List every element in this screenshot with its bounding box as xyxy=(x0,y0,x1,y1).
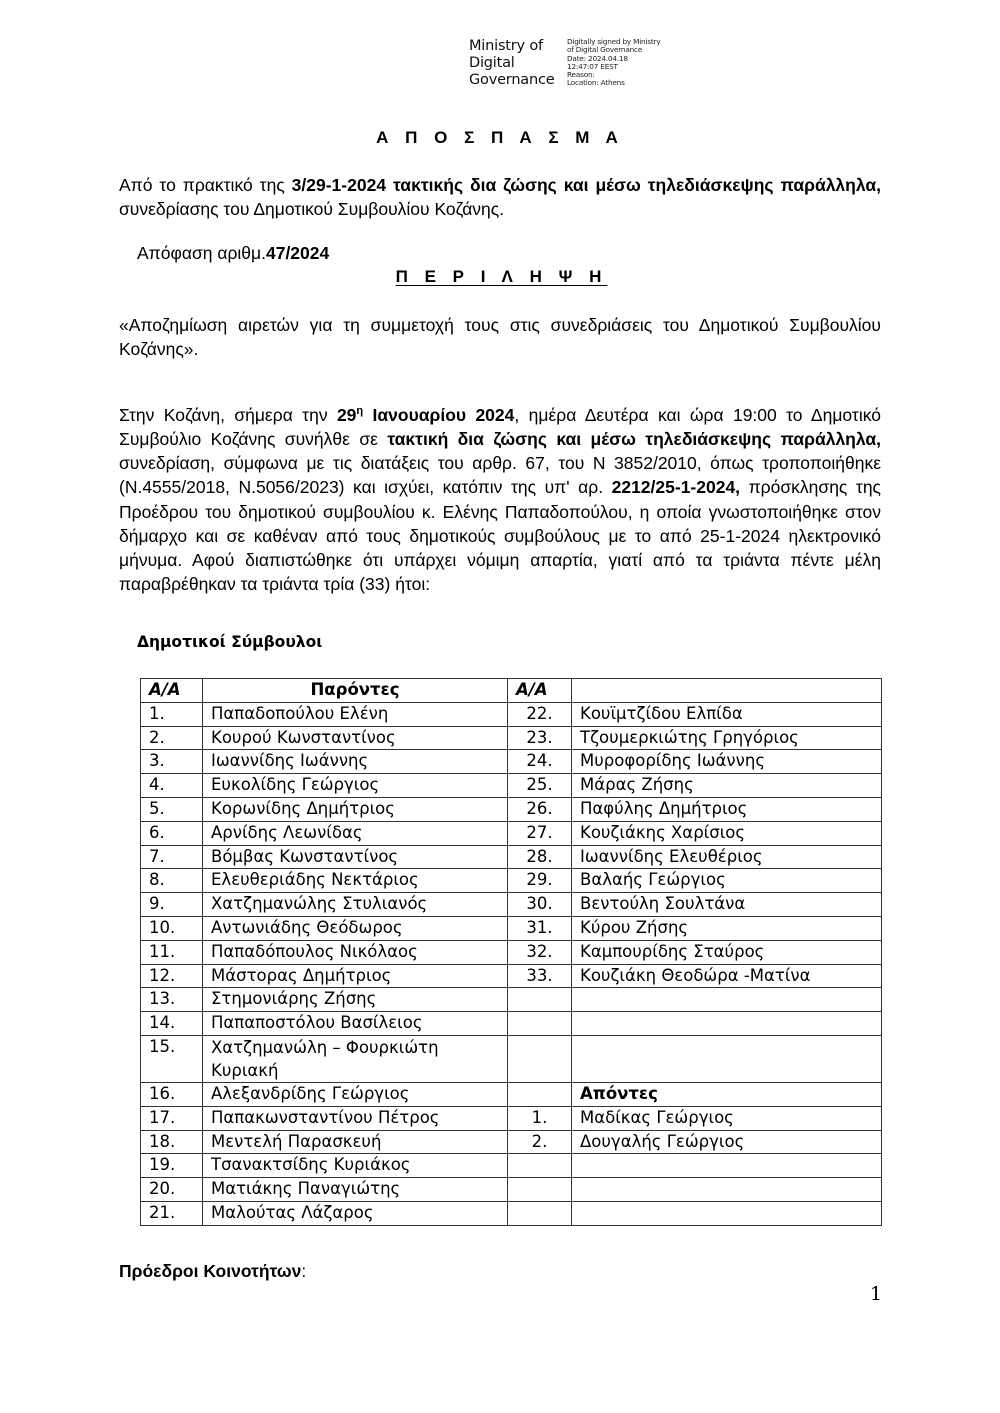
member-name-right: Ιωαννίδης Ελευθέριος xyxy=(572,845,882,869)
community-presidents-heading xyxy=(119,1261,306,1282)
body-text: Στην Κοζάνη, σήμερα την xyxy=(119,404,337,425)
table-row xyxy=(141,916,882,940)
meeting-day-number: 29 xyxy=(336,404,357,425)
member-name-right: Δουγαλής Γεώργιος xyxy=(572,1130,882,1154)
table-row xyxy=(141,1082,882,1106)
member-name-left: Αλεξανδρίδης Γεώργιος xyxy=(203,1082,508,1106)
intro-session-ref: 3/29-1-2024 τακτικής δια ζώσης και μέσω τηλεδιάσκεψης παράλληλα, xyxy=(291,175,881,195)
member-number-left: 8. xyxy=(141,869,203,893)
member-name-right xyxy=(572,988,882,1012)
member-number-right: 26. xyxy=(508,797,572,821)
member-number-right: 30. xyxy=(508,893,572,917)
member-number-left: 21. xyxy=(141,1201,203,1225)
body-text: συνεδρίαση, σύμφωνα με τις διατάξεις του αρθρ. 67, του Ν 3852/2010, όπως τροποποιήθηκε (Ν.4555/2018, Ν.5056/2023) και ισχύει, κατόπιν της υπ' αρ. xyxy=(119,453,881,498)
member-name-right: Βαλαής Γεώργιος xyxy=(572,869,882,893)
member-number-right: 33. xyxy=(508,964,572,988)
header-empty xyxy=(572,679,882,703)
meeting-paragraph xyxy=(119,399,881,596)
member-number-left: 14. xyxy=(141,1012,203,1036)
table-row xyxy=(141,821,882,845)
member-number-left: 3. xyxy=(141,750,203,774)
table-row xyxy=(141,988,882,1012)
member-number-left: 10. xyxy=(141,916,203,940)
body-text: , ημέρα Δευτέρα και ώρα 19:00 το Δημοτικό Συμβούλιο Κοζάνης συνήλθε σε xyxy=(119,404,881,450)
table-row xyxy=(141,1178,882,1202)
table-row xyxy=(141,845,882,869)
table-row xyxy=(141,797,882,821)
member-number-right xyxy=(508,1178,572,1202)
member-name-left: Μεντελή Παρασκευή xyxy=(203,1130,508,1154)
table-row xyxy=(141,1201,882,1225)
member-name-left: Ελευθεριάδης Νεκτάριος xyxy=(203,869,508,893)
member-name-left: Ευκολίδης Γεώργιος xyxy=(203,774,508,798)
member-number-left: 6. xyxy=(141,821,203,845)
signature-details xyxy=(567,38,677,89)
member-name-left: Παπαδοπούλου Ελένη xyxy=(203,702,508,726)
member-number-right xyxy=(508,1201,572,1225)
body-text: πρόσκλησης της Προέδρου του δημοτικού συμβουλίου κ. Ελένης Παπαδοπούλου, η οποία γνωστοποιήθηκε στον δήμαρχο και σε καθέναν από τους δημοτικούς συμβούλους με το από 25-1-2024 ηλεκτρονικό μήνυμα. Αφού διαπιστώθηκε ότι υπάρχει νόμιμη απαρτία, γιατί από τα τριάντα πέντε μέλη παραβρέθηκαν τα τριάντα τρία (33) ήτοι: xyxy=(119,477,881,595)
member-name-left: Παπαποστόλου Βασίλειος xyxy=(203,1012,508,1036)
member-name-right xyxy=(572,1035,882,1082)
member-number-left: 4. xyxy=(141,774,203,798)
member-name-right: Βεντούλη Σουλτάνα xyxy=(572,893,882,917)
member-name-right: Μυροφορίδης Ιωάννης xyxy=(572,750,882,774)
member-number-right xyxy=(508,1154,572,1178)
absent-heading: Απόντες xyxy=(572,1082,882,1106)
member-name-left: Βόμβας Κωνσταντίνος xyxy=(203,845,508,869)
member-name-left: Αντωνιάδης Θεόδωρος xyxy=(203,916,508,940)
intro-paragraph xyxy=(119,173,881,221)
member-number-left: 9. xyxy=(141,893,203,917)
member-number-right: 31. xyxy=(508,916,572,940)
member-number-right: 27. xyxy=(508,821,572,845)
member-name-left: Ιωαννίδης Ιωάννης xyxy=(203,750,508,774)
signature-detail-line: Date: 2024.04.18 xyxy=(567,53,628,63)
intro-prefix: Από το πρακτικό της xyxy=(119,175,292,195)
member-name-left: Παπακωνσταντίνου Πέτρος xyxy=(203,1106,508,1130)
table-row xyxy=(141,702,882,726)
table-row xyxy=(141,1035,882,1082)
member-number-left: 16. xyxy=(141,1082,203,1106)
signature-organization xyxy=(469,38,559,89)
member-number-left: 20. xyxy=(141,1178,203,1202)
decision-label: Απόφαση αριθμ. xyxy=(137,243,266,263)
member-name-left: Ματιάκης Παναγιώτης xyxy=(203,1178,508,1202)
member-number-right xyxy=(508,988,572,1012)
member-name-left: Παπαδόπουλος Νικόλαος xyxy=(203,940,508,964)
signature-detail-line: Digitally signed by Ministry xyxy=(567,37,661,46)
member-number-right: 22. xyxy=(508,702,572,726)
member-name-left: Μαλούτας Λάζαρος xyxy=(203,1201,508,1225)
member-number-left: 2. xyxy=(141,726,203,750)
table-row xyxy=(141,774,882,798)
meeting-month: Ιανουαρίου 2024 xyxy=(363,404,515,425)
member-number-left: 19. xyxy=(141,1154,203,1178)
intro-suffix: συνεδρίασης του Δημοτικού Συμβουλίου Κοζάνης. xyxy=(119,199,505,219)
member-number-left: 17. xyxy=(141,1106,203,1130)
member-name-right: Κουζιάκης Χαρίσιος xyxy=(572,821,882,845)
signature-detail-line: Location: Athens xyxy=(567,78,625,88)
signature-org-line: Ministry of xyxy=(469,38,543,54)
header-present: Παρόντες xyxy=(203,679,508,703)
table-row xyxy=(141,1012,882,1036)
signature-detail-line: Reason: xyxy=(567,70,595,80)
decision-number-line xyxy=(137,243,329,264)
member-number-right xyxy=(508,1082,572,1106)
summary-text: «Αποζημίωση αιρετών για τη συμμετοχή τους στις συνεδριάσεις του Δημοτικού Συμβουλίου Κοζάνης». xyxy=(119,315,881,359)
member-number-right: 1. xyxy=(508,1106,572,1130)
summary-heading: Π Ε Ρ Ι Λ Η Ψ Η xyxy=(395,267,608,286)
signature-detail-line: of Digital Governance xyxy=(567,45,643,55)
table-row xyxy=(141,1106,882,1130)
signature-org-line: Digital xyxy=(469,55,515,71)
digital-signature-stamp xyxy=(469,38,677,89)
member-name-right xyxy=(572,1201,882,1225)
attendance-table xyxy=(140,678,882,1226)
member-name-left: Αρνίδης Λεωνίδας xyxy=(203,821,508,845)
table-row xyxy=(141,750,882,774)
table-row xyxy=(141,1130,882,1154)
decision-number: 47/2024 xyxy=(265,243,330,263)
member-name-left: Χατζημανώλης Στυλιανός xyxy=(203,893,508,917)
member-name-right xyxy=(572,1012,882,1036)
header-aa-left: Α/Α xyxy=(141,679,203,703)
member-name-left: Κορωνίδης Δημήτριος xyxy=(203,797,508,821)
member-number-left: 18. xyxy=(141,1130,203,1154)
member-name-left: Μάστορας Δημήτριος xyxy=(203,964,508,988)
member-number-right: 23. xyxy=(508,726,572,750)
member-number-right xyxy=(508,1035,572,1082)
member-name-right: Κύρου Ζήσης xyxy=(572,916,882,940)
header-aa-right: Α/Α xyxy=(508,679,572,703)
member-number-right: 28. xyxy=(508,845,572,869)
member-name-right: Κουϊμτζίδου Ελπίδα xyxy=(572,702,882,726)
invitation-ref: 2212/25-1-2024, xyxy=(611,477,741,498)
member-number-right: 25. xyxy=(508,774,572,798)
table-row xyxy=(141,869,882,893)
meeting-day xyxy=(337,405,363,425)
member-number-left: 1. xyxy=(141,702,203,726)
page-number: 1 xyxy=(870,1283,883,1305)
session-type: τακτική δια ζώσης και μέσω τηλεδιάσκεψης παράλληλα, xyxy=(387,429,882,450)
meeting-day-suffix: η xyxy=(356,405,364,417)
member-number-left: 7. xyxy=(141,845,203,869)
member-name-left: Τσανακτσίδης Κυριάκος xyxy=(203,1154,508,1178)
member-number-right: 2. xyxy=(508,1130,572,1154)
member-number-left: 12. xyxy=(141,964,203,988)
signature-detail-line: 12:47:07 EEST xyxy=(567,61,618,71)
member-name-right: Καμπουρίδης Σταύρος xyxy=(572,940,882,964)
community-presidents-colon: : xyxy=(301,1261,307,1281)
member-number-left: 15. xyxy=(141,1035,203,1082)
member-name-right: Τζουμερκιώτης Γρηγόριος xyxy=(572,726,882,750)
member-name-right: Παφύλης Δημήτριος xyxy=(572,797,882,821)
member-name-right: Μάρας Ζήσης xyxy=(572,774,882,798)
table-row xyxy=(141,964,882,988)
table-row xyxy=(141,1154,882,1178)
member-number-left: 13. xyxy=(141,988,203,1012)
table-header-row xyxy=(141,679,882,703)
member-name-right: Κουζιάκη Θεοδώρα -Ματίνα xyxy=(572,964,882,988)
member-name-right xyxy=(572,1178,882,1202)
table-row xyxy=(141,940,882,964)
member-number-right: 32. xyxy=(508,940,572,964)
member-name-left: Στημονιάρης Ζήσης xyxy=(203,988,508,1012)
table-row xyxy=(141,893,882,917)
member-name-left: Κουρού Κωνσταντίνος xyxy=(203,726,508,750)
member-name-left: Χατζημανώλη – Φουρκιώτη Κυριακή xyxy=(203,1035,508,1082)
member-number-left: 5. xyxy=(141,797,203,821)
document-title: Α Π Ο Σ Π Α Σ Μ Α xyxy=(376,128,624,147)
member-number-right xyxy=(508,1012,572,1036)
member-number-right: 24. xyxy=(508,750,572,774)
signature-org-line: Governance xyxy=(469,72,555,88)
member-name-right: Μαδίκας Γεώργιος xyxy=(572,1106,882,1130)
member-number-right: 29. xyxy=(508,869,572,893)
community-presidents-label: Πρόεδροι Κοινοτήτων xyxy=(119,1261,302,1281)
table-row xyxy=(141,726,882,750)
member-number-left: 11. xyxy=(141,940,203,964)
member-name-right xyxy=(572,1154,882,1178)
council-members-heading: Δημοτικοί Σύμβουλοι xyxy=(137,633,323,651)
